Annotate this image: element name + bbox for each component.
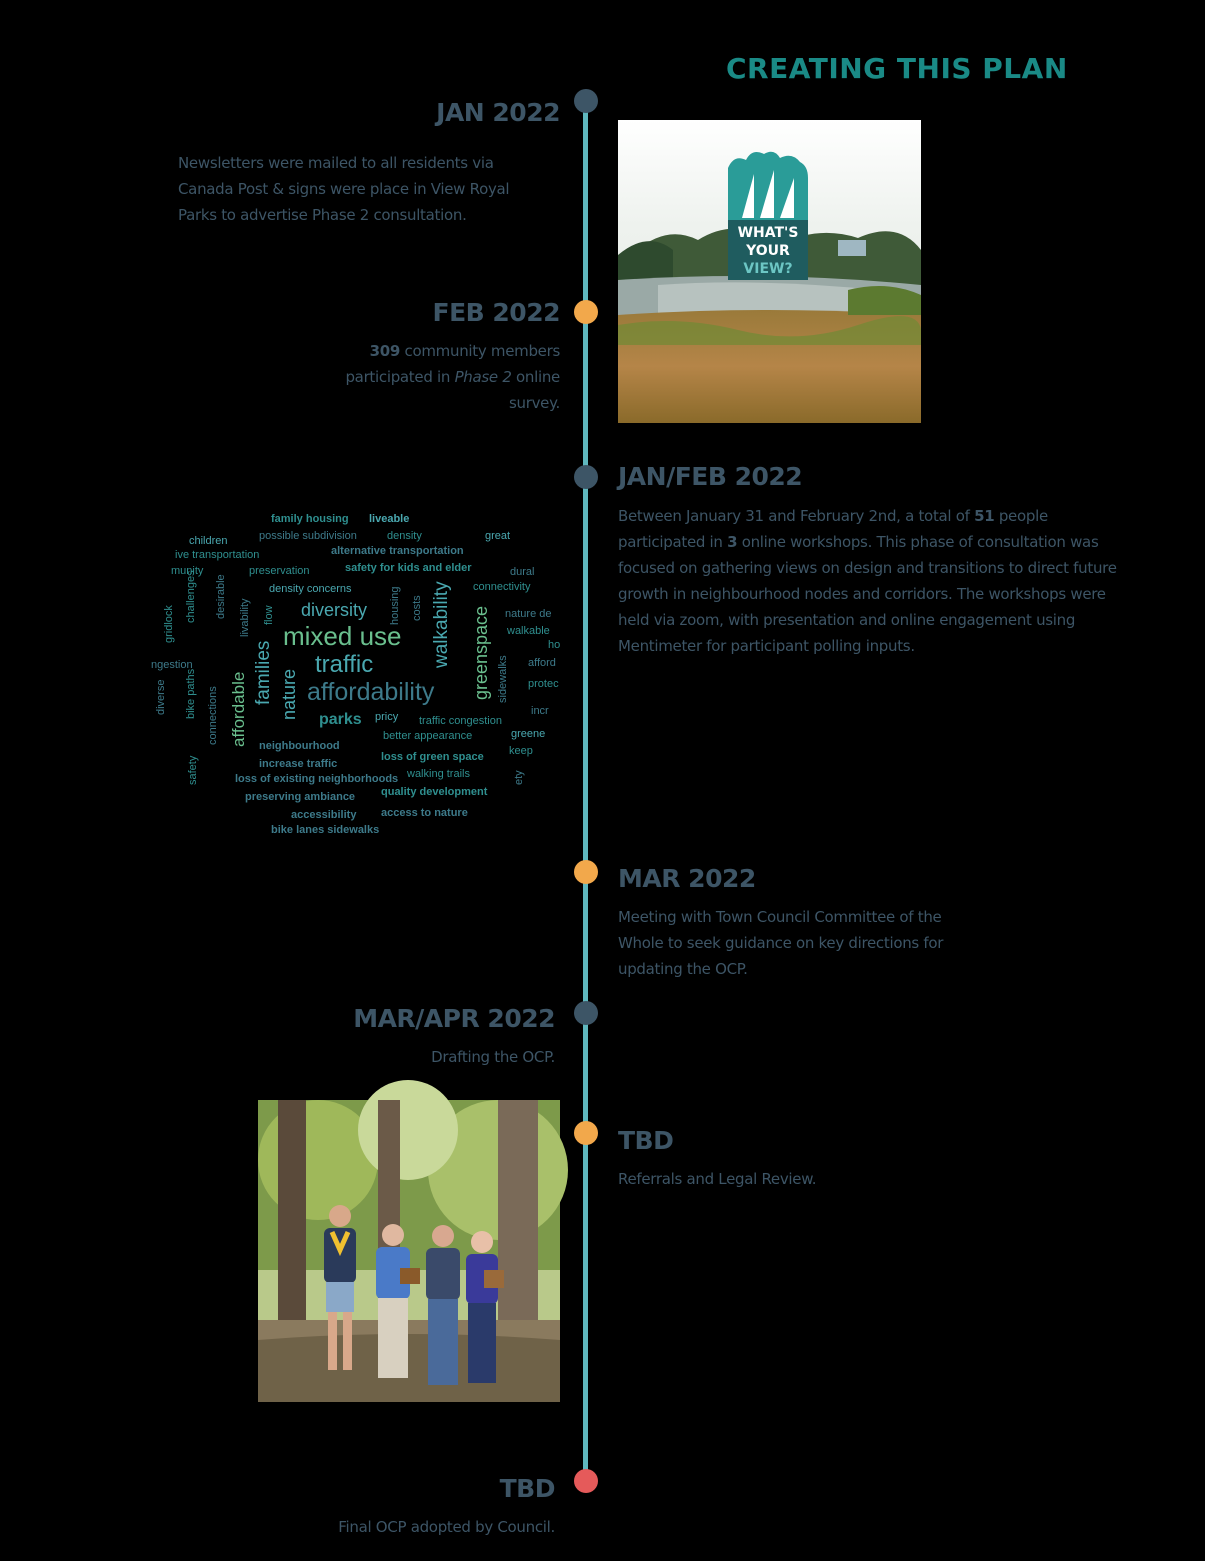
wordcloud-word: alternative transportation xyxy=(331,545,464,557)
wordcloud-word: preservation xyxy=(249,565,310,577)
wordcloud-word: better appearance xyxy=(383,730,473,742)
wordcloud-word: traffic xyxy=(315,651,374,678)
timeline-dot xyxy=(574,465,598,489)
wordcloud-word: desirable xyxy=(215,574,227,619)
logo-text: VIEW? xyxy=(743,261,793,277)
timeline-dot xyxy=(574,1469,598,1493)
event-description: Referrals and Legal Review. xyxy=(618,1170,817,1188)
text-fragment: people participated in xyxy=(618,507,1048,551)
logo-text: WHAT'S xyxy=(737,225,799,241)
wordcloud-word: families xyxy=(253,640,274,705)
timeline-dot xyxy=(574,1001,598,1025)
event-description: Newsletters were mailed to all residents via Canada Post & signs were place in View Royal Parks to advertise Phase 2 consultation. xyxy=(178,154,510,224)
wordcloud-word: walkable xyxy=(507,625,550,637)
wordcloud-word: walkability xyxy=(431,581,452,668)
wordcloud-word: nature xyxy=(279,668,299,720)
wordcloud-word: connectivity xyxy=(473,581,531,593)
event-date: MAR/APR 2022 xyxy=(353,1004,555,1033)
forest-group-image xyxy=(258,1100,560,1402)
wordcloud-word: ety xyxy=(513,770,525,785)
stat-number: 51 xyxy=(974,507,995,525)
timeline-dot xyxy=(574,1121,598,1145)
wordcloud-word: ive transportation xyxy=(175,549,260,561)
wordcloud-word: walking trails xyxy=(407,768,470,780)
wordcloud-word: pricy xyxy=(375,711,399,723)
wordcloud-word: protec xyxy=(528,678,559,690)
wordcloud-word: greenspace xyxy=(471,605,491,700)
wordcloud-word: mixed use xyxy=(283,621,402,651)
wordcloud-word: incr xyxy=(531,705,549,717)
wordcloud-word: safety xyxy=(187,755,199,785)
event-description: Drafting the OCP. xyxy=(431,1048,555,1066)
wordcloud-word: density concerns xyxy=(269,583,352,595)
event-description xyxy=(618,503,1118,659)
stat-number: 3 xyxy=(727,533,738,551)
wordcloud-word: children xyxy=(189,535,228,547)
wordcloud-word: neighbourhood xyxy=(259,740,340,752)
event-description: Final OCP adopted by Council. xyxy=(338,1518,555,1536)
event-date: TBD xyxy=(499,1474,555,1503)
wordcloud-word: loss of existing neighborhoods xyxy=(235,773,399,785)
text-fragment: online workshops. This phase of consultation was focused on gathering views on design and transitions to direct future growth in neighbourhood nodes and corridors. The workshops were held via zoom, with presentation and online engagement using Mentimeter for participant polling inputs. xyxy=(618,533,1117,655)
timeline-dot xyxy=(574,89,598,113)
wordcloud-word: preserving ambiance xyxy=(245,791,356,803)
text-fragment: community members participated in xyxy=(345,342,560,386)
wordcloud-word: possible subdivision xyxy=(259,530,357,542)
timeline-dot xyxy=(574,300,598,324)
wordcloud-word: ho xyxy=(548,639,561,651)
wordcloud-word: increase traffic xyxy=(259,758,338,770)
stat-number: 309 xyxy=(369,342,401,360)
wordcloud-word: quality development xyxy=(381,786,488,798)
wordcloud-word: munity xyxy=(171,565,204,577)
word-cloud xyxy=(151,505,561,836)
wordcloud-word: keep xyxy=(509,745,533,757)
logo-text: YOUR xyxy=(746,243,790,259)
wordcloud-word: housing xyxy=(389,586,401,625)
wordcloud-word: affordability xyxy=(307,678,435,706)
sails-icon xyxy=(728,148,808,220)
wordcloud-word: accessibility xyxy=(291,809,357,821)
wordcloud-word: flow xyxy=(263,605,275,625)
event-date: TBD xyxy=(618,1126,674,1155)
timeline-dot xyxy=(574,860,598,884)
wordcloud-word: diversity xyxy=(301,600,368,620)
wordcloud-word: ngestion xyxy=(151,659,193,671)
wordcloud-word: nature de xyxy=(505,608,552,620)
page-title: CREATING THIS PLAN xyxy=(726,52,1068,85)
event-date: JAN 2022 xyxy=(436,98,560,127)
wordcloud-word: traffic congestion xyxy=(419,715,502,727)
wordcloud-word: bike paths xyxy=(185,668,197,719)
wordcloud-word: sidewalks xyxy=(497,655,509,703)
event-date: MAR 2022 xyxy=(618,864,756,893)
wordcloud-word: connections xyxy=(207,686,219,745)
event-date: FEB 2022 xyxy=(432,298,560,327)
wordcloud-word: bike lanes sidewalks xyxy=(271,824,380,836)
text-fragment: online survey. xyxy=(508,368,560,412)
event-date: JAN/FEB 2022 xyxy=(618,462,803,491)
wordcloud-word: afford xyxy=(528,657,556,669)
wordcloud-word: challenges xyxy=(185,570,197,623)
wordcloud-word: loss of green space xyxy=(381,751,484,763)
wordcloud-word: greene xyxy=(511,728,546,740)
wordcloud-word: diverse xyxy=(155,679,167,715)
person-3 xyxy=(426,1225,460,1385)
wordcloud-word: dural xyxy=(510,566,535,578)
text-fragment: Phase 2 xyxy=(454,368,512,386)
event-description: Meeting with Town Council Committee of the Whole to seek guidance on key directions for updating the OCP. xyxy=(618,908,944,978)
wordcloud-word: gridlock xyxy=(163,605,175,643)
wordcloud-word: family housing xyxy=(271,513,349,525)
wordcloud-word: costs xyxy=(411,595,423,621)
wordcloud-word: density xyxy=(387,530,422,542)
wordcloud-word: access to nature xyxy=(381,807,468,819)
wordcloud-word: great xyxy=(485,530,511,542)
wordcloud-word: safety for kids and elder xyxy=(345,562,472,574)
whats-your-view-photo xyxy=(618,120,921,423)
event-description xyxy=(330,338,560,416)
whats-your-view-logo xyxy=(728,148,808,280)
wordcloud-word: liveable xyxy=(369,513,410,525)
wordcloud-word: parks xyxy=(319,711,362,728)
text-fragment: Between January 31 and February 2nd, a total of xyxy=(618,507,975,525)
wordcloud-word: livability xyxy=(239,598,251,637)
group-photo xyxy=(258,1100,560,1402)
wordcloud-word: affordable xyxy=(229,671,248,747)
